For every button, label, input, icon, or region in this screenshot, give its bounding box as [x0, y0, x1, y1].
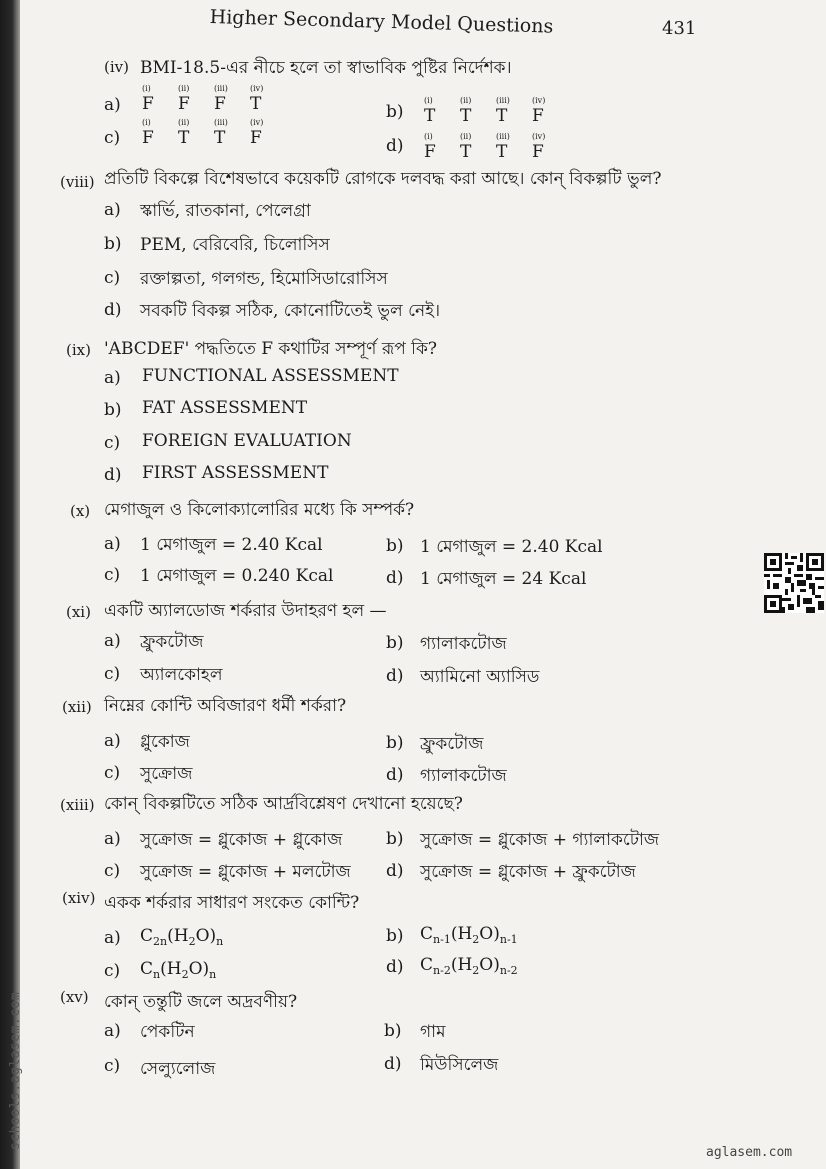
option-label: a)	[104, 829, 121, 849]
tf-head: (iv)	[250, 118, 264, 127]
tf-head: (iv)	[250, 84, 264, 93]
option-text: ফ্রুকটোজ	[140, 632, 204, 652]
tf-value: T	[460, 142, 472, 162]
question-text: মেগাজুল ও কিলোক্যালোরির মধ্যে কি সম্পর্ক?	[104, 500, 415, 520]
option-text: FOREIGN EVALUATION	[142, 431, 352, 451]
option-text: গ্যালাকটোজ	[420, 766, 507, 786]
tf-value: T	[178, 128, 190, 148]
tf-value: F	[142, 128, 154, 148]
tf-value: F	[142, 94, 154, 114]
option-text: 1 মেগাজুল = 0.240 Kcal	[140, 566, 334, 586]
tf-head: (ii)	[460, 96, 472, 105]
option-label: b)	[386, 926, 404, 946]
tf-head: (iii)	[496, 132, 510, 141]
question-number: (iv)	[104, 58, 129, 76]
question-number: (xi)	[66, 603, 91, 621]
option-label: c)	[104, 861, 121, 881]
option-label: c)	[104, 1056, 121, 1076]
tf-head: (ii)	[460, 132, 472, 141]
tf-value: F	[424, 142, 436, 162]
question-number: (xiv)	[62, 889, 96, 907]
option-label: c)	[104, 565, 121, 585]
question-text: 'ABCDEF' পদ্ধতিতে F কথাটির সম্পূর্ণ রূপ কি?	[104, 339, 438, 359]
tf-value: F	[532, 142, 544, 162]
formula: $C_{n-2}(H_2O)_{n-2}$	[420, 955, 518, 977]
question-text: একটি অ্যালডোজ শর্করার উদাহরণ হল —	[104, 601, 387, 621]
option-label: a)	[104, 928, 121, 948]
option-label: d)	[386, 765, 404, 785]
question-text: প্রতিটি বিকল্পে বিশেষভাবে কয়েকটি রোগকে দলবদ্ধ করা আছে। কোন্ বিকল্পটি ভুল?	[104, 169, 662, 189]
question-number: (xii)	[62, 698, 92, 716]
tf-head: (iii)	[214, 84, 228, 93]
option-label: a)	[104, 200, 121, 220]
option-text: সুক্রোজ	[140, 764, 193, 784]
tf-value: T	[496, 106, 508, 126]
tf-head: (iii)	[214, 118, 228, 127]
option-label: d)	[386, 568, 404, 588]
tf-head: (ii)	[178, 118, 190, 127]
formula: $C_n(H_2O)_n$	[140, 959, 217, 981]
question-number: (viii)	[60, 173, 95, 191]
option-text: 1 মেগাজুল = 2.40 Kcal	[420, 537, 603, 557]
option-text: ফ্রুকটোজ	[420, 734, 484, 754]
option-label: a)	[104, 731, 121, 751]
option-label: a)	[104, 1021, 121, 1041]
option-label: d)	[386, 861, 404, 881]
option-label: d)	[386, 957, 404, 977]
question-number: (xiii)	[60, 796, 95, 814]
option-label: b)	[104, 400, 122, 420]
option-text: সেল্যুলোজ	[140, 1059, 216, 1079]
option-label: d)	[386, 666, 404, 686]
option-label: d)	[386, 136, 404, 156]
tf-head: (iv)	[532, 96, 546, 105]
option-text: রক্তাল্পতা, গলগন্ড, হিমোসিডারোসিস	[140, 269, 388, 289]
tf-value: F	[214, 94, 226, 114]
tf-value: T	[496, 142, 508, 162]
option-label: c)	[104, 763, 121, 783]
side-watermark: schools.aglasem.com	[8, 991, 23, 1150]
option-label: d)	[384, 1054, 402, 1074]
question-text: BMI-18.5-এর নীচে হলে তা স্বাভাবিক পুষ্টির নির্দেশক।	[140, 58, 512, 78]
option-text: পেকটিন	[140, 1022, 195, 1042]
option-text: গাম	[420, 1022, 446, 1042]
option-label: b)	[386, 733, 404, 753]
tf-value: T	[460, 106, 472, 126]
option-label: b)	[386, 829, 404, 849]
question-number: (ix)	[66, 341, 91, 359]
tf-head: (iv)	[532, 132, 546, 141]
option-text: সুক্রোজ = গ্লুকোজ + ফ্রুকটোজ	[420, 862, 636, 882]
option-label: a)	[104, 534, 121, 554]
question-text: কোন্ বিকল্পটিতে সঠিক আর্দ্রবিশ্লেষণ দেখানো হয়েছে?	[104, 794, 463, 814]
option-label: c)	[104, 433, 121, 453]
tf-value: T	[424, 106, 436, 126]
option-label: c)	[104, 268, 121, 288]
tf-value: F	[178, 94, 190, 114]
option-label: b)	[386, 536, 404, 556]
option-text: গ্লুকোজ	[140, 732, 190, 752]
option-label: b)	[384, 1021, 402, 1041]
tf-value: F	[532, 106, 544, 126]
question-number: (xv)	[60, 988, 89, 1006]
option-text: 1 মেগাজুল = 2.40 Kcal	[140, 535, 323, 555]
tf-head: (i)	[142, 84, 151, 93]
option-text: FAT ASSESSMENT	[142, 398, 308, 418]
option-text: অ্যামিনো অ্যাসিড	[420, 667, 540, 687]
option-label: a)	[104, 95, 121, 115]
option-label: c)	[104, 664, 121, 684]
option-label: b)	[386, 102, 404, 122]
option-label: c)	[104, 961, 121, 981]
tf-head: (i)	[142, 118, 151, 127]
option-label: c)	[104, 128, 121, 148]
tf-head: (iii)	[496, 96, 510, 105]
option-text: মিউসিলেজ	[420, 1055, 499, 1075]
option-text: সুক্রোজ = গ্লুকোজ + গ্যালাকটোজ	[420, 830, 660, 850]
option-text: স্কার্ভি, রাতকানা, পেলেগ্রা	[140, 201, 311, 221]
qr-code-icon	[764, 553, 824, 613]
question-text: কোন্ তন্তুটি জলে অদ্রবণীয়?	[104, 992, 298, 1012]
option-text: সুক্রোজ = গ্লুকোজ + মলটোজ	[140, 862, 351, 882]
option-label: a)	[104, 631, 121, 651]
tf-value: T	[214, 128, 226, 148]
option-label: d)	[104, 465, 122, 485]
option-label: b)	[386, 633, 404, 653]
option-text: FIRST ASSESSMENT	[142, 463, 329, 483]
question-text: নিম্নের কোন্টি অবিজারণ ধর্মী শর্করা?	[104, 696, 347, 716]
running-header: Higher Secondary Model Questions	[209, 6, 554, 38]
option-label: d)	[104, 300, 122, 320]
footer-watermark: aglasem.com	[706, 1145, 793, 1160]
tf-value: F	[250, 128, 262, 148]
option-text: অ্যালকোহল	[140, 665, 223, 685]
tf-value: T	[250, 94, 262, 114]
option-text: FUNCTIONAL ASSESSMENT	[142, 366, 399, 386]
tf-head: (ii)	[178, 84, 190, 93]
option-text: সুক্রোজ = গ্লুকোজ + গ্লুকোজ	[140, 830, 343, 850]
formula: $C_{2n}(H_2O)_n$	[140, 926, 224, 948]
tf-head: (i)	[424, 96, 433, 105]
tf-head: (i)	[424, 132, 433, 141]
option-text: PEM, বেরিবেরি, চিলোসিস	[140, 235, 330, 255]
question-text: একক শর্করার সাধারণ সংকেত কোন্টি?	[104, 893, 360, 913]
question-number: (x)	[70, 502, 91, 520]
formula: $C_{n-1}(H_2O)_{n-1}$	[420, 924, 518, 946]
option-text: 1 মেগাজুল = 24 Kcal	[420, 569, 587, 589]
option-label: a)	[104, 368, 121, 388]
page-number: 431	[662, 18, 697, 39]
option-label: b)	[104, 234, 122, 254]
option-text: সবকটি বিকল্প সঠিক, কোনোটিতেই ভুল নেই।	[140, 301, 441, 321]
option-text: গ্যালাকটোজ	[420, 634, 507, 654]
